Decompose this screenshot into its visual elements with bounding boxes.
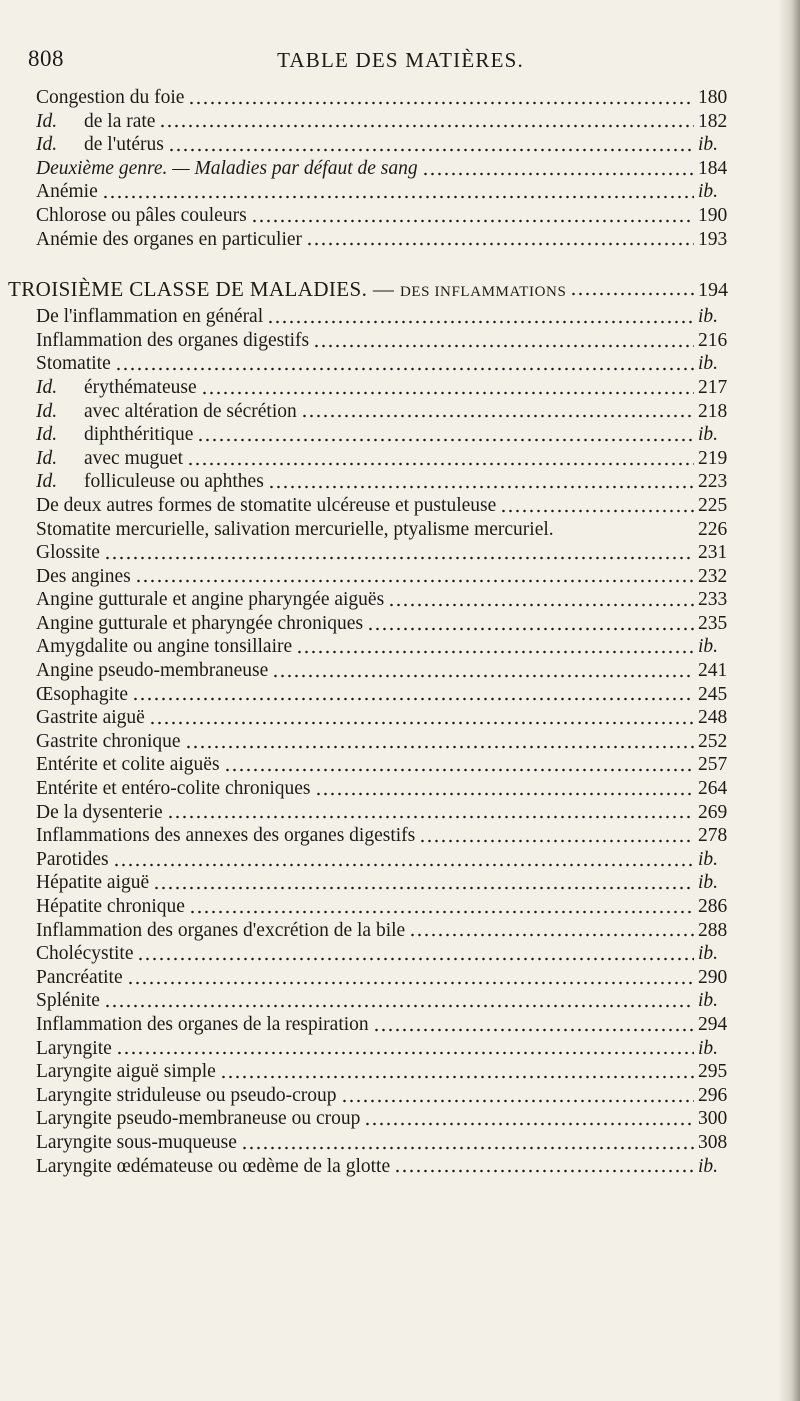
toc-entry-page: 294 bbox=[698, 1013, 728, 1035]
toc-entry-page: 288 bbox=[698, 919, 728, 941]
toc-entry-page: 257 bbox=[698, 754, 728, 776]
toc-entry bbox=[36, 683, 736, 707]
leader-dots bbox=[104, 1002, 694, 1010]
toc-entry-abbr: Id. bbox=[36, 134, 58, 156]
toc-entry bbox=[36, 1013, 736, 1037]
toc-entry bbox=[36, 1131, 736, 1155]
toc-entry-label: Id. folliculeuse ou aphthes bbox=[36, 471, 264, 493]
running-title: TABLE DES MATIÈRES. bbox=[277, 48, 524, 72]
leader-dots bbox=[224, 766, 694, 774]
toc-entry bbox=[36, 470, 736, 494]
toc-entry-label: Laryngite sous-muqueuse bbox=[36, 1131, 237, 1153]
leader-dots bbox=[113, 861, 694, 869]
section-gap bbox=[36, 251, 736, 273]
toc-entry bbox=[36, 329, 736, 353]
toc-entry-page: 216 bbox=[698, 329, 728, 351]
toc-entry bbox=[36, 801, 736, 825]
toc-entry bbox=[36, 1060, 736, 1084]
toc-entry-label: Laryngite bbox=[36, 1037, 112, 1059]
toc-entry-page: 231 bbox=[698, 542, 728, 564]
toc-entry bbox=[36, 494, 736, 518]
leader-dots bbox=[167, 813, 694, 821]
toc-entry bbox=[36, 518, 736, 542]
toc-entry bbox=[36, 1084, 736, 1108]
leader-dots bbox=[570, 290, 694, 298]
toc-entry-page: 308 bbox=[698, 1131, 728, 1153]
toc-entry-label: Stomatite mercurielle, salivation mercurielle, ptyalisme mercuriel. bbox=[36, 518, 554, 540]
toc-entry-label: Hépatite aiguë bbox=[36, 872, 150, 894]
toc-entry-page: 219 bbox=[698, 447, 728, 469]
toc-section-top bbox=[36, 86, 736, 251]
leader-dots bbox=[500, 507, 694, 515]
toc-entry bbox=[36, 541, 736, 565]
toc-entry bbox=[36, 824, 736, 848]
leader-dots bbox=[135, 577, 694, 585]
leader-dots bbox=[419, 837, 694, 845]
leader-dots bbox=[189, 908, 694, 916]
toc-entry-page: 248 bbox=[698, 707, 728, 729]
leader-dots bbox=[367, 625, 694, 633]
toc-entry bbox=[36, 895, 736, 919]
toc-entry-label: Des angines bbox=[36, 565, 131, 587]
toc-entry bbox=[36, 86, 736, 110]
toc-entry-label: De l'inflammation en général bbox=[36, 306, 264, 328]
toc-entry-label: Anémie bbox=[36, 181, 98, 203]
leader-dots bbox=[102, 193, 694, 201]
toc-entry-label: Angine gutturale et pharyngée chroniques bbox=[36, 612, 364, 634]
leader-dots bbox=[127, 979, 694, 987]
leader-dots bbox=[301, 412, 694, 420]
toc-entry-abbr: Id. bbox=[36, 400, 58, 422]
toc-entry-label: Angine pseudo-membraneuse bbox=[36, 660, 269, 682]
toc-entry-label: Id. avec muguet bbox=[36, 447, 184, 469]
leader-dots bbox=[313, 342, 694, 350]
toc-entry bbox=[36, 635, 736, 659]
toc-entry-label: Pancréatite bbox=[36, 966, 123, 988]
leader-dots bbox=[315, 790, 694, 798]
toc-entry bbox=[36, 352, 736, 376]
toc-entry-label: Laryngite striduleuse ou pseudo-croup bbox=[36, 1084, 337, 1106]
toc-entry-page: 226 bbox=[698, 518, 728, 540]
toc-entry-page: 223 bbox=[698, 471, 728, 493]
leader-dots bbox=[388, 601, 694, 609]
toc-entry-label: Id. érythémateuse bbox=[36, 376, 197, 398]
class-heading-label: TROISIÈME CLASSE DE MALADIES. — DES INFLAMMATIONS bbox=[8, 277, 567, 302]
leader-dots bbox=[188, 99, 694, 107]
leader-dots bbox=[220, 1073, 694, 1081]
toc-entry bbox=[36, 871, 736, 895]
toc-entry bbox=[36, 588, 736, 612]
toc-entry-label: Parotides bbox=[36, 848, 109, 870]
toc-entry-page: 235 bbox=[698, 612, 728, 634]
toc-entry-label: Id. avec altération de sécrétion bbox=[36, 400, 297, 422]
toc-entry-page: 217 bbox=[698, 376, 728, 398]
toc-entry-page: 182 bbox=[698, 110, 728, 132]
leader-dots bbox=[341, 1097, 694, 1105]
toc-entry-page: ib. bbox=[698, 134, 719, 156]
leader-dots bbox=[153, 884, 694, 892]
toc-entry-page: 233 bbox=[698, 589, 728, 611]
toc-entry-page: 218 bbox=[698, 400, 728, 422]
toc-entry-page: 252 bbox=[698, 730, 728, 752]
class-heading-sub: DES INFLAMMATIONS bbox=[399, 284, 567, 301]
leader-dots bbox=[409, 931, 694, 939]
toc-entry-label: Id. de l'utérus bbox=[36, 134, 164, 156]
toc-entry bbox=[36, 777, 736, 801]
toc-entry-abbr: Id. bbox=[36, 110, 58, 132]
toc-entry bbox=[36, 848, 736, 872]
toc-entry-label: Congestion du foie bbox=[36, 87, 185, 108]
toc-entry-label: Inflammations des annexes des organes digestifs bbox=[36, 825, 416, 847]
toc-entry-page: ib. bbox=[698, 848, 719, 870]
page-number: 808 bbox=[28, 46, 64, 71]
toc-entry bbox=[36, 133, 736, 157]
toc-entry-page: ib. bbox=[698, 636, 719, 658]
toc-entry-label: Stomatite bbox=[36, 353, 111, 375]
toc-entry bbox=[36, 1107, 736, 1131]
toc-entry-page: 296 bbox=[698, 1084, 728, 1106]
toc-entry-label: Inflammation des organes de la respiration bbox=[36, 1013, 369, 1035]
leader-dots bbox=[104, 554, 694, 562]
toc-entry bbox=[36, 612, 736, 636]
leader-dots bbox=[137, 955, 694, 963]
toc-entry-label: Entérite et entéro-colite chroniques bbox=[36, 778, 311, 800]
toc-entry-page: 286 bbox=[698, 896, 728, 917]
leader-dots bbox=[241, 1144, 694, 1152]
toc-entry-label: De deux autres formes de stomatite ulcéreuse et pustuleuse bbox=[36, 494, 497, 516]
class-heading-page: 194 bbox=[698, 279, 728, 302]
toc-entry-label: Laryngite œdémateuse ou œdème de la glotte bbox=[36, 1155, 391, 1177]
leader-dots bbox=[159, 122, 694, 130]
toc-entry-label: Gastrite aiguë bbox=[36, 707, 145, 729]
toc-entry bbox=[36, 730, 736, 754]
toc-entry-label: Hépatite chronique bbox=[36, 896, 185, 917]
page-header bbox=[28, 46, 773, 80]
leader-dots bbox=[201, 389, 694, 397]
toc-entry-abbr: Id. bbox=[36, 447, 58, 469]
toc-entry-abbr: Id. bbox=[36, 471, 58, 493]
toc-entry-page: ib. bbox=[698, 1037, 719, 1059]
toc-entry bbox=[36, 706, 736, 730]
toc-entry bbox=[36, 753, 736, 777]
toc-entry-page: 295 bbox=[698, 1061, 728, 1083]
toc-entry-page: ib. bbox=[698, 1155, 719, 1177]
toc-entry-page: ib. bbox=[698, 306, 719, 328]
toc-entry-page: 241 bbox=[698, 660, 728, 682]
toc-entry-page: 190 bbox=[698, 204, 728, 226]
toc-entry bbox=[36, 942, 736, 966]
toc-entry-label: Angine gutturale et angine pharyngée aiguës bbox=[36, 589, 385, 611]
toc-entry-page: ib. bbox=[698, 872, 719, 894]
toc-entry bbox=[36, 1155, 736, 1179]
toc-entry bbox=[36, 989, 736, 1013]
toc-entry-page: 245 bbox=[698, 683, 728, 705]
toc-entry-label: Glossite bbox=[36, 542, 100, 564]
toc-entry-label: Laryngite aiguë simple bbox=[36, 1061, 216, 1083]
toc-entry-label: Deuxième genre. — Maladies par défaut de sang bbox=[36, 157, 418, 179]
leader-dots bbox=[422, 170, 694, 178]
toc-entry-page: ib. bbox=[698, 424, 719, 446]
toc-entry bbox=[36, 204, 736, 228]
toc-entry-abbr: Id. bbox=[36, 376, 58, 398]
toc-entry-label: Inflammation des organes digestifs bbox=[36, 329, 310, 351]
toc-entry-page: ib. bbox=[698, 943, 719, 965]
leader-dots bbox=[187, 460, 694, 468]
toc-entry bbox=[36, 1037, 736, 1061]
toc-entry bbox=[36, 966, 736, 990]
toc-entry bbox=[36, 400, 736, 424]
toc-entry bbox=[36, 447, 736, 471]
toc-entry-page: 184 bbox=[698, 157, 728, 179]
leader-dots bbox=[197, 436, 694, 444]
toc-entry-label: Cholécystite bbox=[36, 943, 134, 965]
toc-entry-label: Splénite bbox=[36, 990, 100, 1012]
table-of-contents bbox=[8, 86, 736, 1178]
leader-dots bbox=[272, 672, 694, 680]
leader-dots bbox=[132, 695, 694, 703]
leader-dots bbox=[267, 318, 694, 326]
leader-dots bbox=[306, 240, 694, 248]
toc-entry-label: Œsophagite bbox=[36, 683, 129, 705]
toc-entry-page: 232 bbox=[698, 565, 728, 587]
toc-entry-label: Laryngite pseudo-membraneuse ou croup bbox=[36, 1108, 361, 1130]
leader-dots bbox=[168, 146, 694, 154]
toc-entry bbox=[36, 423, 736, 447]
leader-dots bbox=[373, 1026, 694, 1034]
toc-entry-page: ib. bbox=[698, 181, 719, 203]
leader-dots bbox=[251, 217, 694, 225]
toc-entry-label: Entérite et colite aiguës bbox=[36, 754, 220, 776]
toc-entry bbox=[36, 919, 736, 943]
toc-entry-page: 225 bbox=[698, 494, 728, 516]
toc-entry bbox=[36, 157, 736, 181]
leader-dots bbox=[185, 743, 694, 751]
toc-entry-page: 193 bbox=[698, 228, 728, 250]
class-heading bbox=[8, 273, 736, 305]
toc-entry-page: 278 bbox=[698, 825, 728, 847]
leader-dots bbox=[115, 365, 694, 373]
toc-entry-label: Chlorose ou pâles couleurs bbox=[36, 204, 247, 226]
toc-entry-page: 264 bbox=[698, 778, 728, 800]
leader-dots bbox=[116, 1049, 694, 1057]
toc-entry-page: 290 bbox=[698, 966, 728, 988]
toc-entry-label: De la dysenterie bbox=[36, 801, 163, 823]
toc-section-bottom bbox=[36, 305, 736, 1178]
leader-dots bbox=[268, 483, 694, 491]
toc-entry-abbr: Id. bbox=[36, 424, 58, 446]
toc-entry bbox=[36, 305, 736, 329]
toc-entry bbox=[36, 659, 736, 683]
toc-entry-label: Inflammation des organes d'excrétion de la bile bbox=[36, 919, 406, 941]
toc-entry-label: Anémie des organes en particulier bbox=[36, 228, 303, 250]
toc-entry-label: Id. de la rate bbox=[36, 110, 156, 132]
leader-dots bbox=[364, 1120, 694, 1128]
leader-dots bbox=[558, 530, 694, 538]
toc-entry bbox=[36, 565, 736, 589]
toc-entry-page: ib. bbox=[698, 990, 719, 1012]
toc-entry-page: 180 bbox=[698, 87, 728, 108]
toc-entry-page: 269 bbox=[698, 801, 728, 823]
toc-entry bbox=[36, 180, 736, 204]
toc-entry-label: Id. diphthéritique bbox=[36, 424, 194, 446]
toc-entry bbox=[36, 228, 736, 252]
toc-entry-page: ib. bbox=[698, 353, 719, 375]
toc-entry-label: Gastrite chronique bbox=[36, 730, 181, 752]
toc-entry-label: Amygdalite ou angine tonsillaire bbox=[36, 636, 293, 658]
toc-entry-page: 300 bbox=[698, 1108, 728, 1130]
leader-dots bbox=[149, 719, 694, 727]
leader-dots bbox=[296, 648, 694, 656]
toc-entry bbox=[36, 376, 736, 400]
toc-entry bbox=[36, 110, 736, 134]
page-edge-shadow bbox=[778, 0, 800, 1401]
leader-dots bbox=[394, 1167, 694, 1175]
